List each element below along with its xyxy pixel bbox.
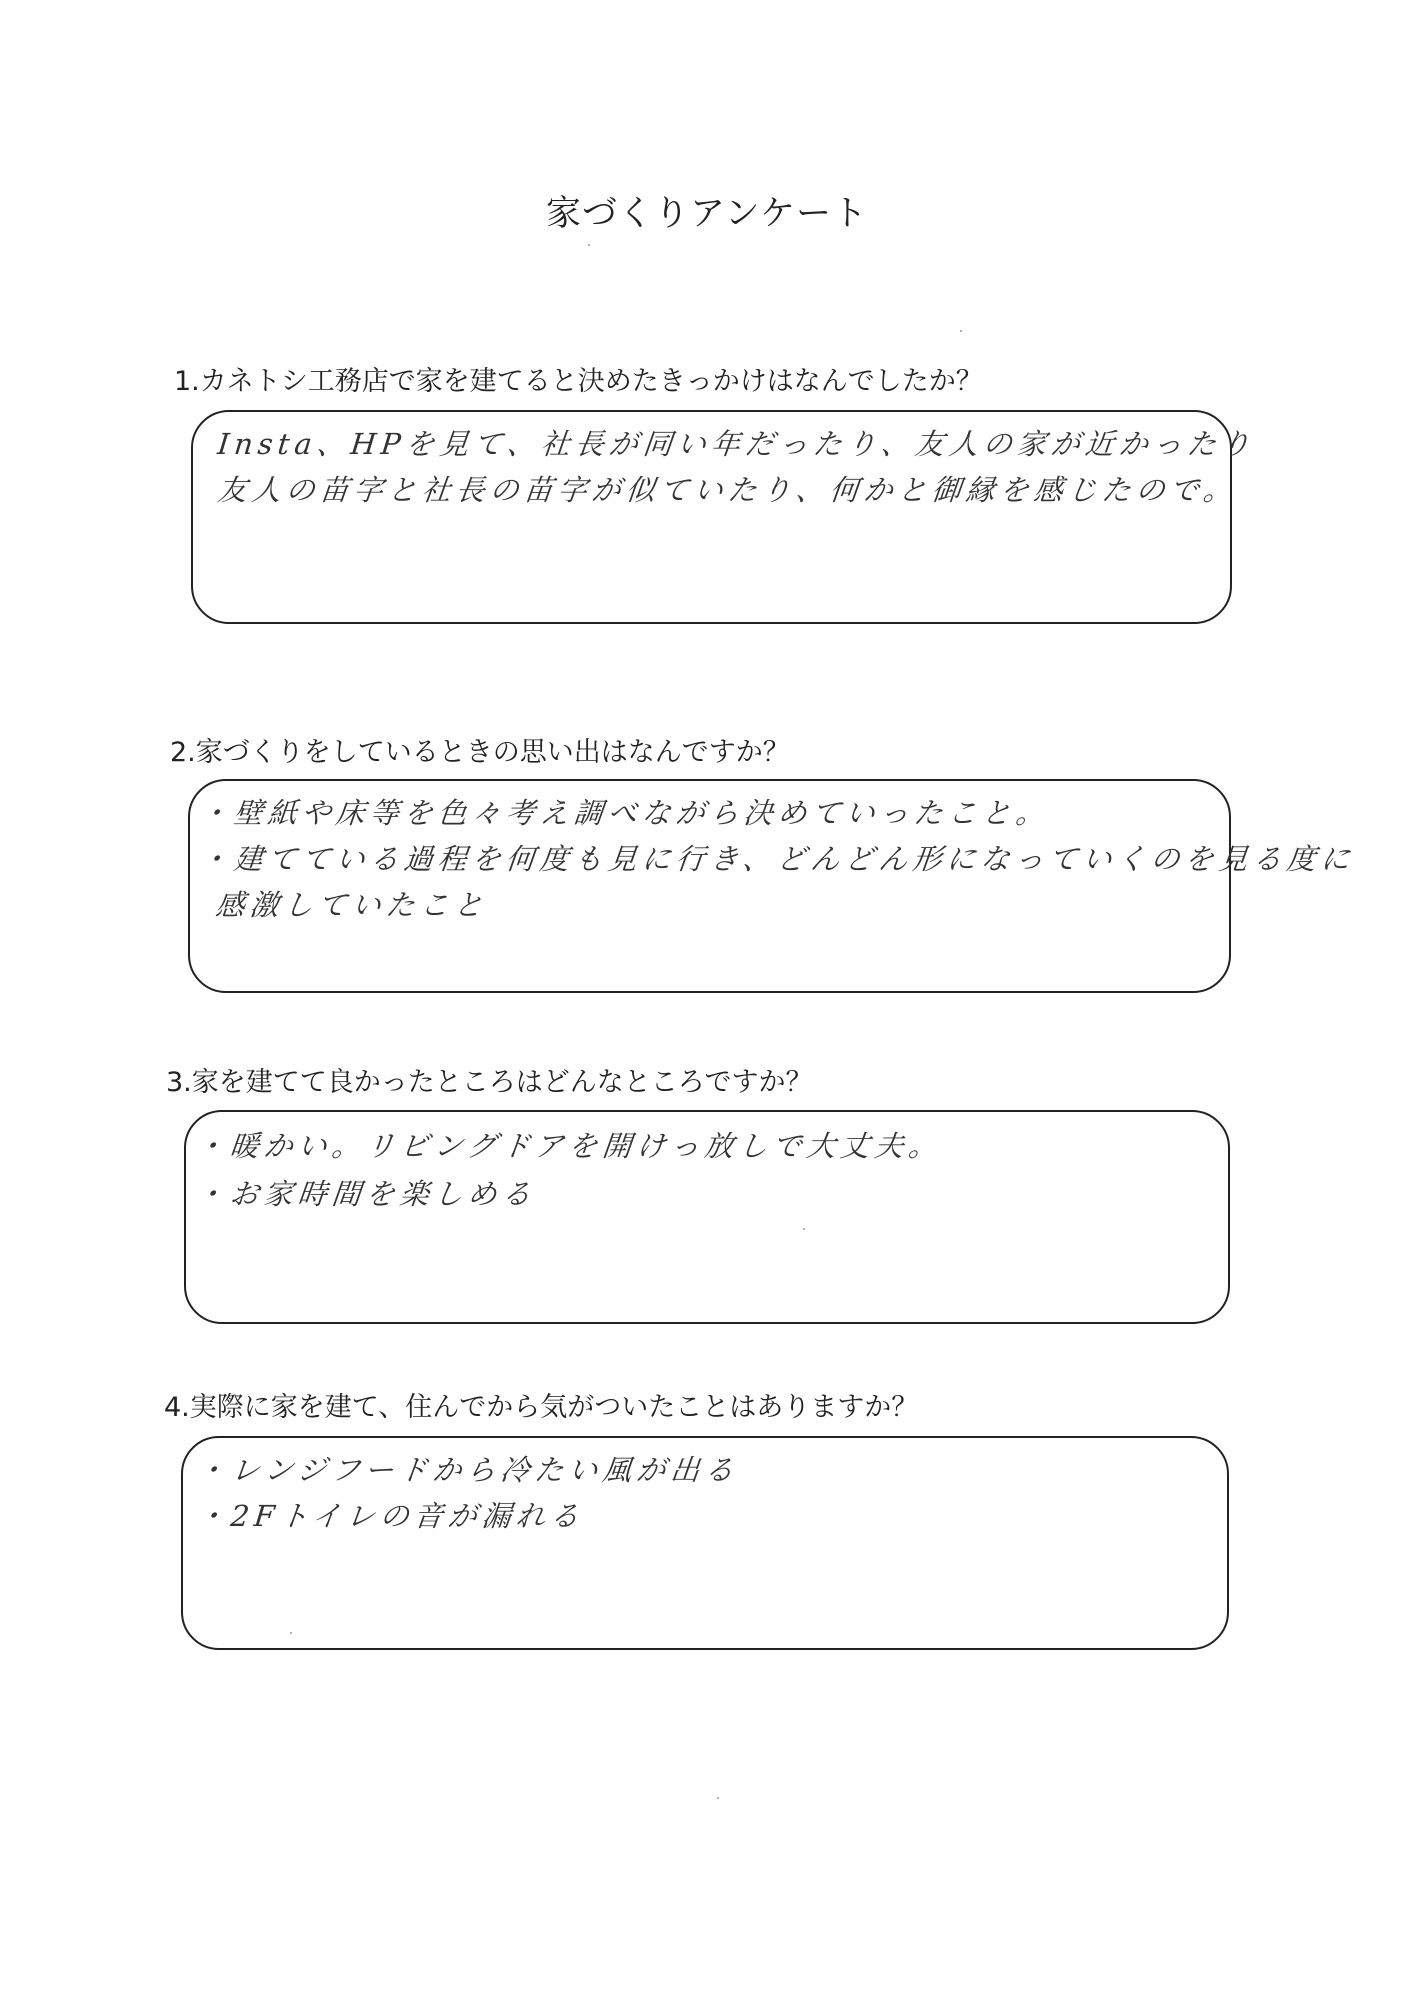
answer-box-1 [191,410,1257,624]
answer-box-3 [184,1110,1230,1324]
scan-speck [960,330,962,332]
scan-speck [717,1797,719,1799]
scan-speck [588,244,590,246]
answer-box-4 [181,1436,1229,1650]
answer-3-line-1: ・暖かい。リビングドアを開けっ放しで大丈夫。 [194,1129,945,1163]
answer-2-line-2: ・建てている過程を何度も見に行き、どんどん形になっていくのを見る度に [198,842,1357,876]
answer-3-line-2: ・お家時間を楽しめる [194,1177,538,1211]
answer-1-line-1: Insta、HPを見て、社長が同い年だったり、友人の家が近かったり [216,427,1257,461]
scan-speck [290,1632,292,1634]
question-2-label: 2.家づくりをしているときの思い出はなんですか？ [170,737,790,768]
answer-4-line-2: ・2Fトイレの音が漏れる [195,1499,586,1533]
answer-2-line-3: 感激していたこと [214,888,490,922]
answer-box-2 [188,779,1357,993]
answer-2-line-1: ・壁紙や床等を色々考え調べながら決めていったこと。 [198,796,1052,830]
question-3-label: 3.家を建てて良かったところはどんなところですか？ [166,1067,813,1098]
answer-4-line-1: ・レンジフードから冷たい風が出る [195,1453,741,1487]
scan-speck [803,1228,805,1230]
question-1-label: 1.カネトシ工務店で家を建てると決めたきっかけはなんでしたか？ [174,366,983,397]
question-4-label: 4.実際に家を建て、住んでから気がついたことはありますか？ [164,1392,919,1423]
page-title: 家づくりアンケート [546,194,868,234]
answer-1-line-2: 友人の苗字と社長の苗字が似ていたり、何かと御縁を感じたので。 [216,473,1240,507]
